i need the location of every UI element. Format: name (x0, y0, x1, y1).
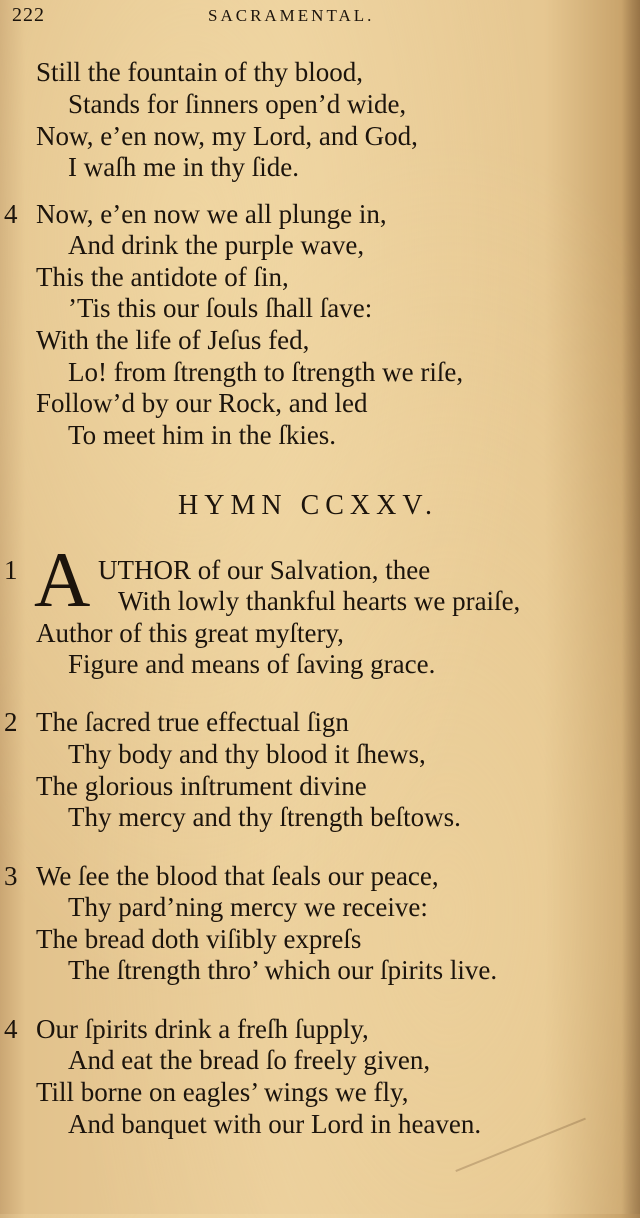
verse-line: I waſh me in thy ſide. (68, 152, 299, 182)
verse-line: Lo! from ſtrength to ſtrength we riſe, (68, 357, 464, 387)
verse-line: The ſtrength thro’ which our ſpirits live. (68, 955, 498, 985)
verse-line: With lowly thankful hearts we praiſe, (118, 586, 521, 616)
verse-line: And drink the purple wave, (68, 230, 365, 260)
verse-line: With the life of Jeſus fed, (36, 325, 310, 355)
verse-line: ’Tis this our ſouls ſhall ſave: (68, 293, 373, 323)
stanza-number: 4 (4, 199, 18, 229)
hymn-title: HYMN CCXXV. (178, 490, 438, 521)
verse-line: The glorious inſtrument divine (36, 771, 367, 801)
stanza-number: 3 (4, 861, 18, 891)
verse-line: Thy body and thy blood it ſhews, (68, 739, 426, 769)
verse-line: This the antidote of ſin, (36, 262, 289, 292)
verse-line: Author of this great myſtery, (36, 618, 344, 648)
page-header (12, 4, 628, 30)
verse-line: And eat the bread ſo freely given, (68, 1045, 431, 1075)
verse-line: Follow’d by our Rock, and led (36, 388, 368, 418)
verse-line: Now, e’en now we all plunge in, (36, 199, 387, 229)
verse-line: Thy pard’ning mercy we receive: (68, 892, 428, 922)
verse-line: We ſee the blood that ſeals our peace, (36, 861, 439, 891)
stanza-number: 2 (4, 707, 18, 737)
verse-line: The bread doth viſibly expreſs (36, 924, 362, 954)
drop-cap: A (34, 536, 91, 623)
verse-line: Still the fountain of thy blood, (36, 57, 363, 87)
verse-line: Thy mercy and thy ſtrength beſtows. (68, 802, 461, 832)
verse-line: Stands for ſinners open’d wide, (68, 89, 407, 119)
verse-line: UTHOR of our Salvation, thee (98, 555, 431, 585)
page-number: 222 (12, 4, 45, 26)
verse-line: Figure and means of ſaving grace. (68, 649, 436, 679)
running-head: SACRAMENTAL. (208, 6, 375, 25)
verse-line: Our ſpirits drink a freſh ſupply, (36, 1014, 369, 1044)
verse-line: Till borne on eagles’ wings we fly, (36, 1077, 409, 1107)
stanza-number: 4 (4, 1014, 18, 1044)
verse-line: The ſacred true effectual ſign (36, 707, 349, 737)
verse-line: Now, e’en now, my Lord, and God, (36, 121, 418, 151)
stanza-number: 1 (4, 555, 18, 585)
verse-line: And banquet with our Lord in heaven. (68, 1109, 482, 1139)
page-edge-shadow (622, 0, 640, 1214)
verse-line: To meet him in the ſkies. (68, 420, 337, 450)
